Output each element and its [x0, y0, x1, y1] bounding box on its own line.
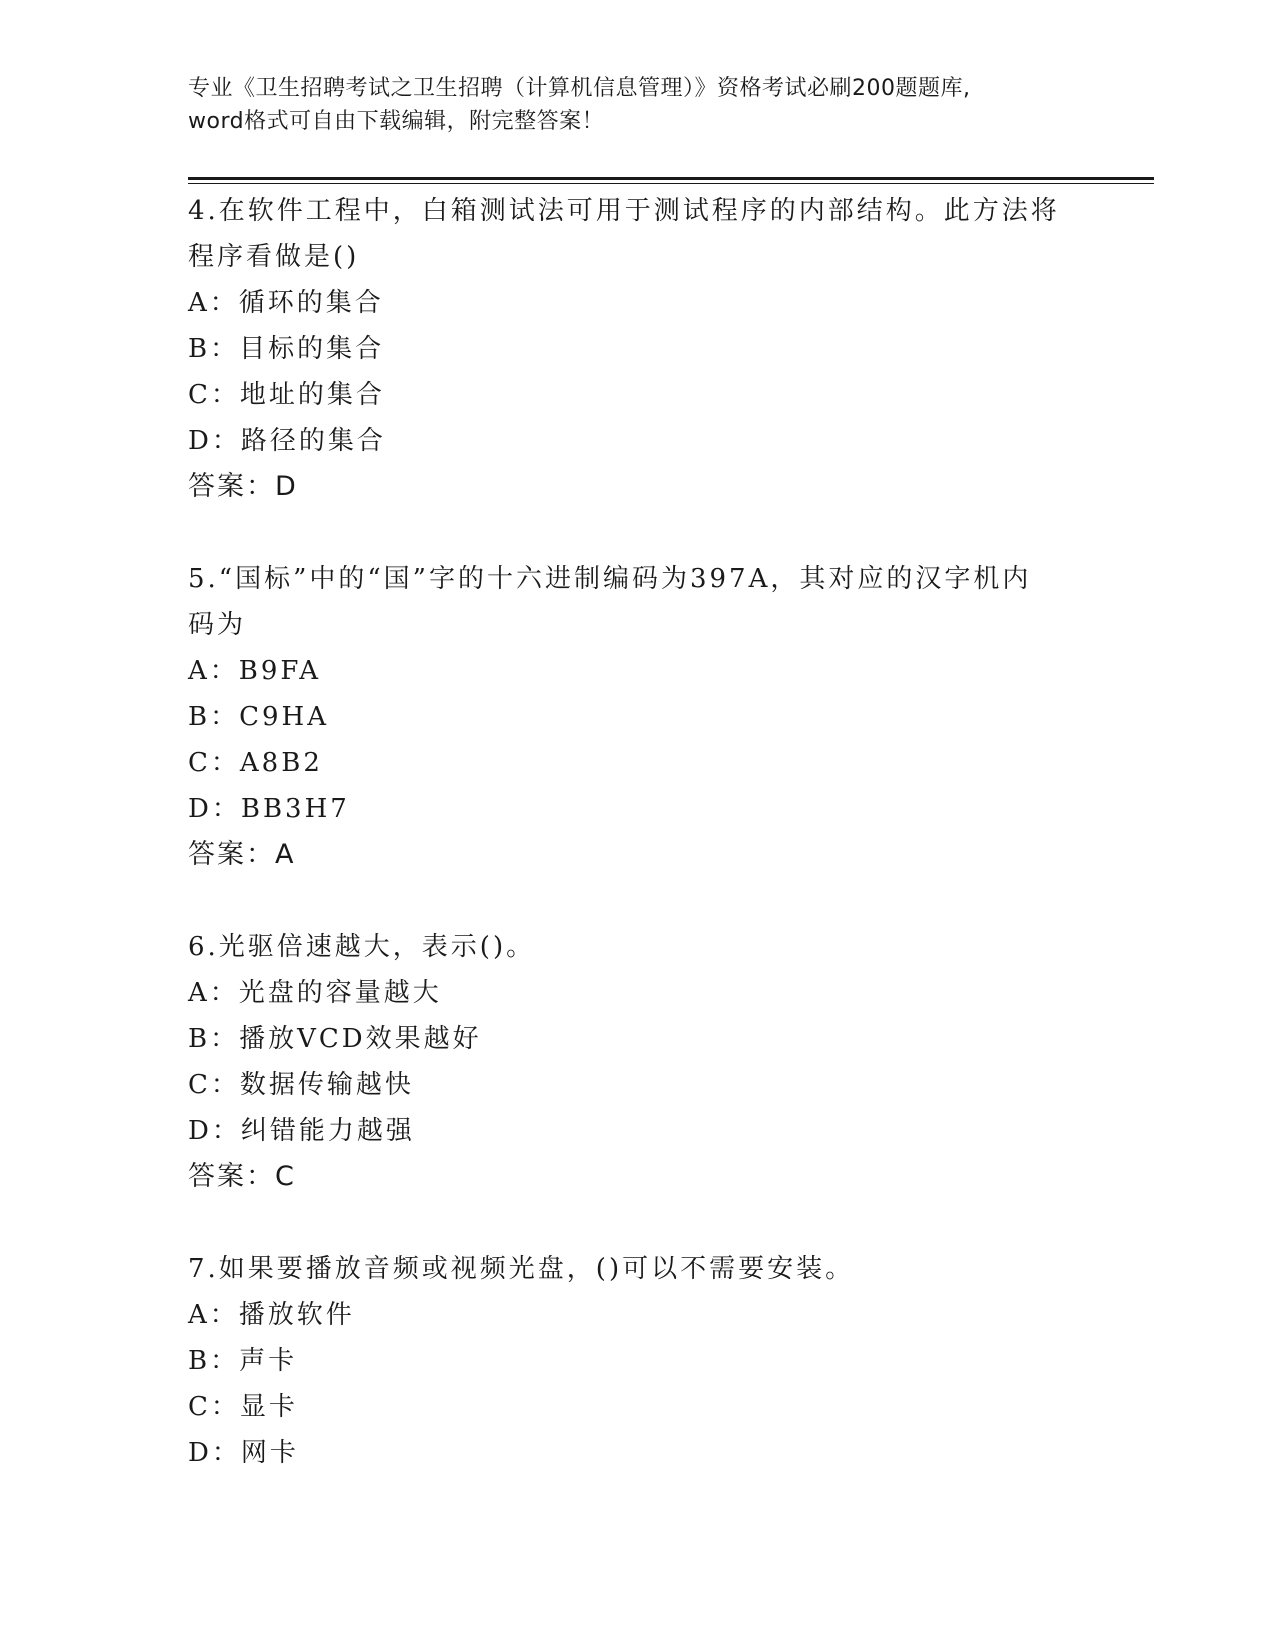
question-stem: 4.在软件工程中，白箱测试法可用于测试程序的内部结构。此方法将 — [188, 196, 1060, 226]
option-b: B：声卡 — [188, 1346, 298, 1376]
option-c: C：A8B2 — [188, 748, 323, 778]
answer-line: 答案：D — [188, 471, 298, 502]
question-stem: 码为 — [188, 610, 247, 640]
question-stem: 5.“国标”中的“国”字的十六进制编码为397A，其对应的汉字机内 — [188, 564, 1032, 594]
question-spacer — [188, 1200, 1088, 1246]
header-subtitle-line: word格式可自由下载编辑，附完整答案！ — [188, 109, 605, 134]
question-stem: 6.光驱倍速越大，表示()。 — [188, 932, 536, 962]
header-title-line: 专业《卫生招聘考试之卫生招聘（计算机信息管理）》资格考试必刷200题题库, — [188, 76, 971, 101]
option-a: A：循环的集合 — [188, 288, 384, 318]
question-item — [188, 1246, 1088, 1476]
option-c: C：显卡 — [188, 1392, 298, 1422]
question-item — [188, 924, 1088, 1200]
option-b: B：目标的集合 — [188, 334, 385, 364]
header-divider-thick — [188, 177, 1154, 180]
question-item — [188, 556, 1088, 878]
option-a: A：B9FA — [188, 656, 321, 686]
question-spacer — [188, 878, 1088, 924]
option-c: C：地址的集合 — [188, 380, 385, 410]
option-b: B：播放VCD效果越好 — [188, 1024, 482, 1054]
answer-line: 答案：A — [188, 839, 296, 870]
question-stem: 7.如果要播放音频或视频光盘，()可以不需要安装。 — [188, 1254, 855, 1284]
question-spacer — [188, 510, 1088, 556]
option-d: D：路径的集合 — [188, 426, 386, 456]
option-c: C：数据传输越快 — [188, 1070, 414, 1100]
question-item — [188, 188, 1088, 510]
question-stem: 程序看做是() — [188, 242, 360, 272]
document-header — [188, 72, 1088, 138]
header-divider-thin — [188, 183, 1154, 184]
question-list — [188, 188, 1088, 1476]
option-b: B：C9HA — [188, 702, 329, 732]
answer-line: 答案：C — [188, 1161, 296, 1192]
option-a: A：播放软件 — [188, 1300, 355, 1330]
option-d: D：BB3H7 — [188, 794, 350, 824]
option-a: A：光盘的容量越大 — [188, 978, 442, 1008]
option-d: D：网卡 — [188, 1438, 299, 1468]
option-d: D：纠错能力越强 — [188, 1116, 415, 1146]
